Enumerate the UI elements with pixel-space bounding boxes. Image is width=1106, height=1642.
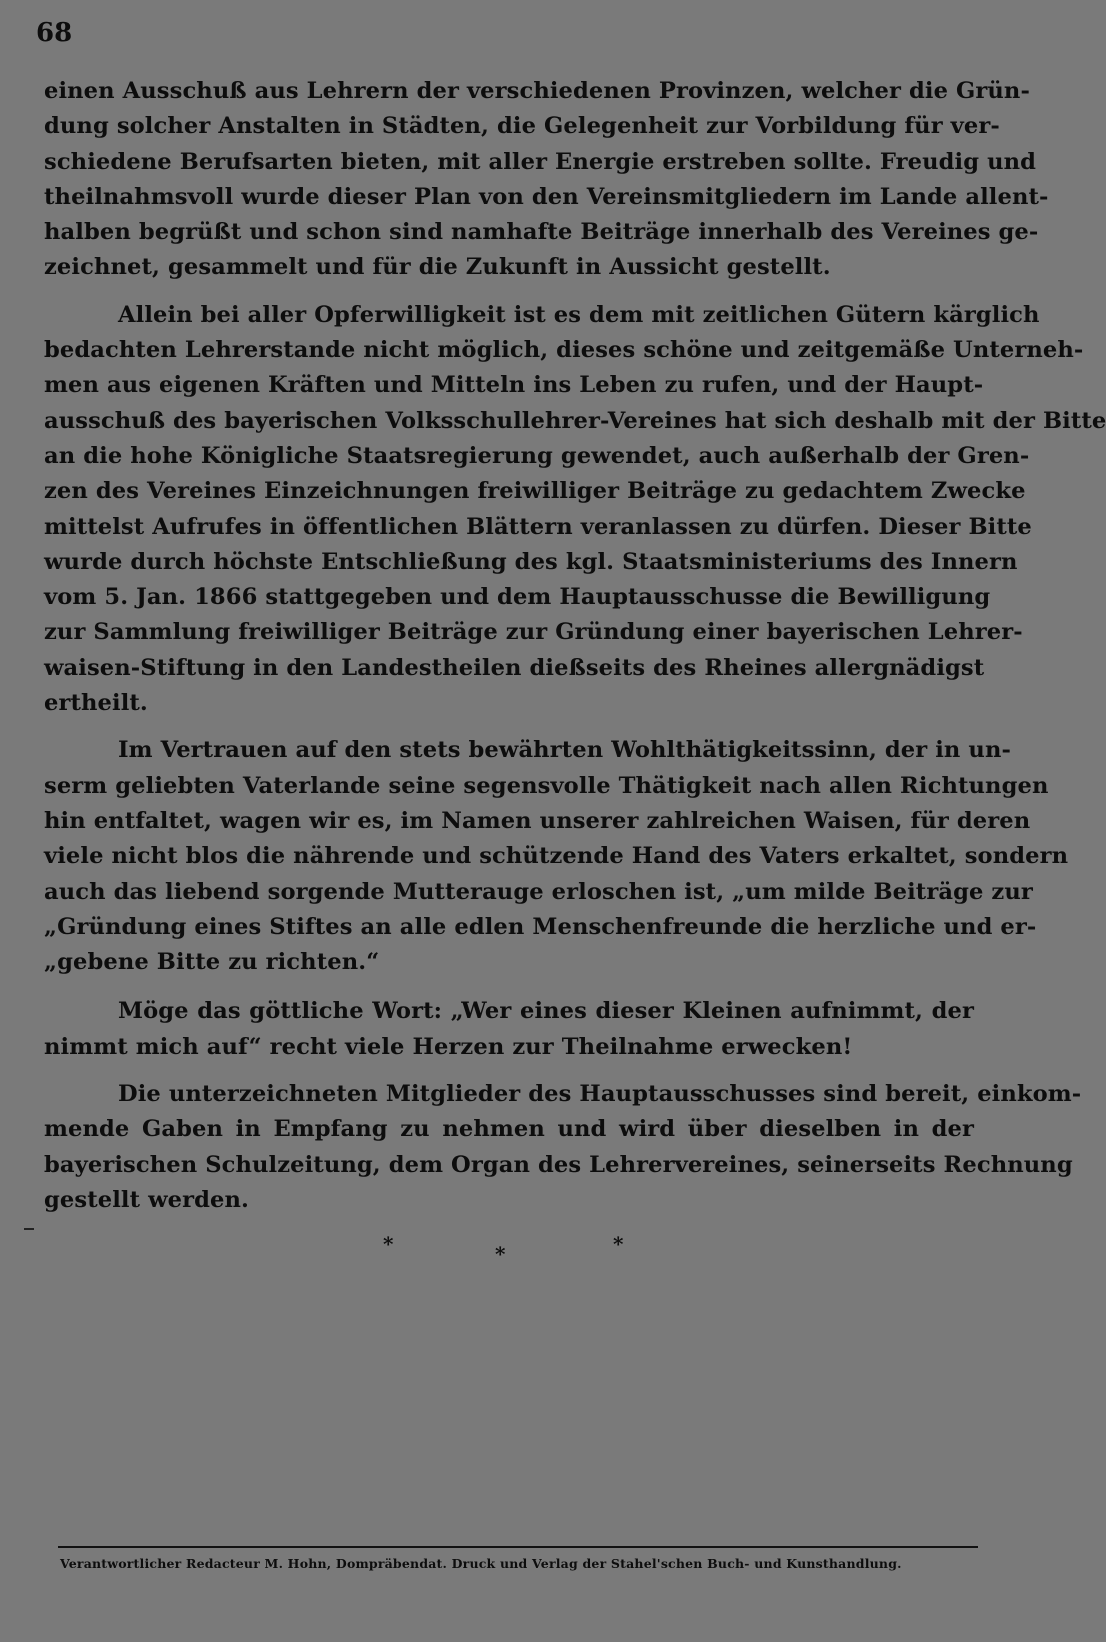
footer-rule [58, 1546, 978, 1548]
text-line: ertheilt. [44, 690, 148, 717]
ornament-star-1: * [383, 1232, 394, 1256]
ornament-star-3: * [613, 1232, 624, 1256]
text-line: halben begrüßt und schon sind namhafte Beiträge innerhalb des Vereines ge- [44, 219, 1039, 246]
text-line: mittelst Aufrufes in öffentlichen Blättern veranlassen zu dürfen. Dieser Bitte [44, 513, 1032, 540]
text-line: men aus eigenen Kräften und Mitteln ins Leben zu rufen, und der Haupt- [44, 372, 984, 399]
page-number: 68 [36, 18, 73, 48]
text-line: viele nicht blos die nährende und schützende Hand des Vaters erkaltet, sondern [44, 843, 1069, 870]
text-line: theilnahmsvoll wurde dieser Plan von den Vereinsmitgliedern im Lande allent- [44, 183, 1049, 210]
paragraph-4 [44, 994, 974, 1065]
text-line: vom 5. Jan. 1866 stattgegeben und dem Hauptausschusse die Bewilligung [44, 584, 991, 611]
text-line: nimmt mich auf“ recht viele Herzen zur Theilnahme erwecken! [44, 1033, 853, 1060]
text-line: mende Gaben in Empfang zu nehmen und wird über dieselben in der [44, 1116, 974, 1143]
paragraph-3 [44, 733, 1069, 980]
text-line: schiedene Berufsarten bieten, mit aller Energie erstreben sollte. Freudig und [44, 148, 1037, 175]
text-line: Die unterzeichneten Mitglieder des Hauptausschusses sind bereit, einkom- [118, 1081, 1082, 1108]
text-line: bayerischen Schulzeitung, dem Organ des Lehrervereines, seinerseits Rechnung [44, 1151, 1073, 1178]
text-line: Allein bei aller Opferwilligkeit ist es dem mit zeitlichen Gütern kärglich [118, 301, 1040, 328]
text-line: „Gründung eines Stiftes an alle edlen Menschenfreunde die herzliche und er- [44, 913, 1037, 940]
text-line: serm geliebten Vaterlande seine segensvolle Thätigkeit nach allen Richtungen [44, 772, 1049, 799]
imprint-footer: Verantwortlicher Redacteur M. Hohn, Dompräbendat. Druck und Verlag der Stahel'schen Buch- und Kunsthandlung. [60, 1556, 902, 1571]
text-line: wurde durch höchste Entschließung des kgl. Staatsministeriums des Innern [44, 548, 1018, 575]
text-line: dung solcher Anstalten in Städten, die Gelegenheit zur Vorbildung für ver- [44, 113, 1000, 140]
text-line: hin entfaltet, wagen wir es, im Namen unserer zahlreichen Waisen, für deren [44, 807, 1031, 834]
text-line: „gebene Bitte zu richten.“ [44, 949, 380, 976]
text-line: zur Sammlung freiwilliger Beiträge zur Gründung einer bayerischen Lehrer- [44, 619, 1023, 646]
text-line: auch das liebend sorgende Mutterauge erloschen ist, „um milde Beiträge zur [44, 878, 1033, 905]
text-line: waisen-Stiftung in den Landestheilen dießseits des Rheines allergnädigst [44, 654, 985, 681]
paragraph-2 [44, 298, 1106, 722]
body-text [44, 74, 1106, 1218]
text-line: einen Ausschuß aus Lehrern der verschiedenen Provinzen, welcher die Grün- [44, 78, 1030, 104]
text-line: zen des Vereines Einzeichnungen freiwilliger Beiträge zu gedachtem Zwecke [44, 478, 1026, 505]
text-line: bedachten Lehrerstande nicht möglich, dieses schöne und zeitgemäße Unterneh- [44, 337, 1084, 364]
stray-mark [24, 1228, 34, 1230]
paragraph-5 [44, 1077, 1082, 1218]
section-ornament [0, 1232, 1000, 1272]
text-line: ausschuß des bayerischen Volksschullehrer-Vereines hat sich deshalb mit der Bitte [44, 407, 1106, 434]
text-line: an die hohe Königliche Staatsregierung gewendet, auch außerhalb der Gren- [44, 442, 1030, 469]
text-line: gestellt werden. [44, 1186, 249, 1213]
paragraph-1 [44, 74, 1049, 286]
text-line: Im Vertrauen auf den stets bewährten Wohlthätigkeitssinn, der in un- [118, 737, 1011, 764]
ornament-star-2: * [495, 1242, 506, 1266]
text-line: Möge das göttliche Wort: „Wer eines dieser Kleinen aufnimmt, der [118, 998, 974, 1025]
text-line: zeichnet, gesammelt und für die Zukunft in Aussicht gestellt. [44, 254, 831, 281]
